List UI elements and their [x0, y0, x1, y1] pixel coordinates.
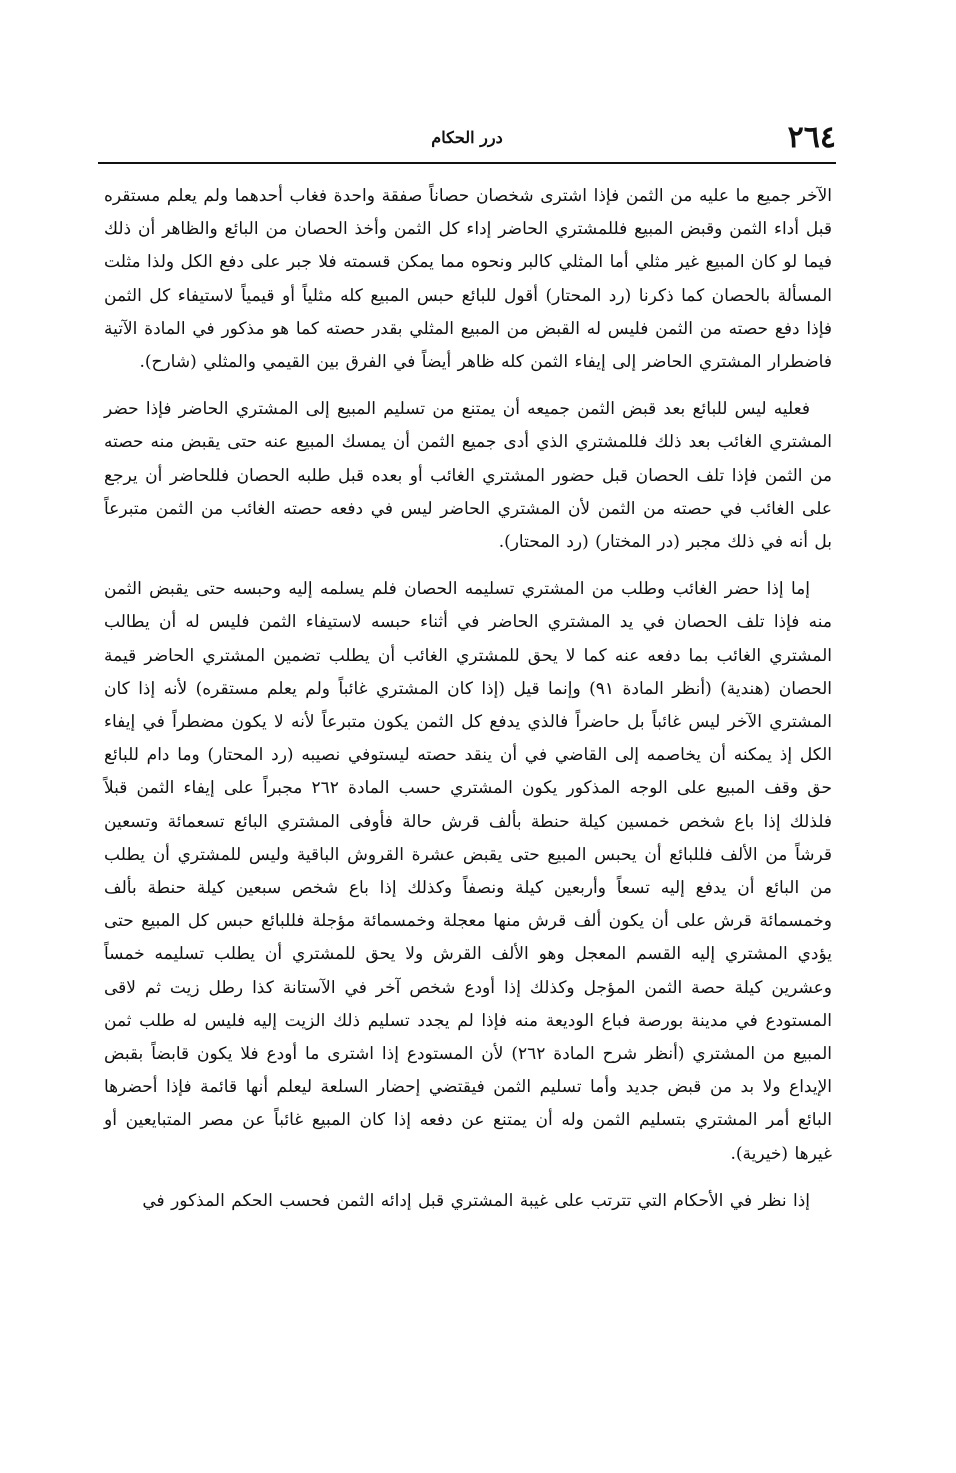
page-header: [98, 118, 836, 160]
running-title: درر الحكام: [431, 128, 503, 147]
paragraph-2: فعليه ليس للبائع بعد قبض الثمن جميعه أن يمتنع من تسليم المبيع إلى المشتري الحاضر فإذا حضر المشتري الغائب بعد ذلك فللمشتري الذي أدى جميع الثمن أن يمسك المبيع عنه حتى يقبض منه حصته من الثمن فإذا تلف الحصان قبل حضور المشتري الغائب أو بعده قبل طلبه الحصان فللحاضر أن يرجع على الغائب في حصته من الثمن لأن المشتري الحاضر ليس في دفعه حصته الغائب من الثمن متبرعاً بل أنه في ذلك مجبر (در المختار) (رد المحتار).: [104, 399, 832, 553]
page-body: [104, 180, 832, 1218]
paragraph-4: إذا نظر في الأحكام التي تترتب على غيبة المشتري قبل إدائه الثمن فحسب الحكم المذكور في: [142, 1190, 810, 1211]
paragraph-1: الآخر جميع ما عليه من الثمن فإذا اشترى شخصان حصاناً صفقة واحدة فغاب أحدهما ولم يعلم مستقره قبل أداء الثمن وقبض المبيع فللمشتري الحاضر إداء كل الثمن وأخذ الحصان من البائع والظاهر أن ذلك فيما لو كان المبيع غير مثلي أما المثلي كالبر ونحوه مما يمكن قسمته فلا جبر على دفع الكل ولذا مثلت المسألة بالحصان كما ذكرنا (رد المحتار) أقول للبائع حبس المبيع كله مثلياً أو قيمياً لاستيفاء كل الثمن فإذا دفع حصته من الثمن فليس له القبض من المبيع المثلي بقدر حصته كما هو مذكور في المادة الآتية فاضطرار المشتري الحاضر إلى إيفاء الثمن كله ظاهر أيضاً في الفرق بين القيمي والمثلي (شارح).: [104, 186, 832, 373]
paragraph-3: إما إذا حضر الغائب وطلب من المشتري تسليمه الحصان فلم يسلمه إليه وحبسه حتى يقبض الثمن منه فإذا تلف الحصان في يد المشتري الحاضر في أثناء حبسه لاستيفاء الثمن فليس له أن يطالب المشتري الغائب بما دفعه عنه كما لا يحق للمشتري الغائب أن يطلب تضمين المشتري الحاضر قيمة الحصان (هندية) (أنظر المادة ٩١) وإنما قيل (إذا كان المشتري غائباً ولم يعلم مستقره) لأنه إذا كان المشتري الآخر ليس غائباً بل حاضراً فالذي يدفع كل الثمن يكون متبرعاً لأنه لا يكون مضطراً في إيفاء الكل إذ يمكنه أن يخاصمه إلى القاضي في أن ينقد حصته ليستوفي نصيبه (رد المحتار) وما دام للبائع حق وقف المبيع على الوجه المذكور يكون المشتري حسب المادة ٢٦٢ مجبراً على إيفاء الثمن قبلاً فلذلك إذا باع شخص خمسين كيلة حنطة بألف قرش حالة فأوفى المشتري البائع تسعمائة وتسعين قرشاً من الألف فللبائع أن يحبس المبيع حتى يقبض عشرة القروش الباقية وليس للمشتري أن يطلب من البائع أن يدفع إليه تسعاً وأربعين كيلة ونصفاً وكذلك إذا باع شخص سبعين كيلة حنطة بألف وخمسمائة قرش على أن يكون ألف قرش منها معجلة وخمسمائة مؤجلة فللبائع حبس كل المبيع حتى يؤدي المشتري إليه القسم المعجل وهو الألف القرش ولا يحق للمشتري أن يطلب تسليمه خمساً وعشرين كيلة حصة الثمن المؤجل وكذلك إذا أودع شخص آخر في الآستانة كذا رطل زيت ثم لاقى المستودع في مدينة بورصة فباع الوديعة منه فإذا لم يجدد تسليم ذلك الزيت إليه فليس له طلب ثمن المبيع من المشتري (أنظر شرح المادة ٢٦٢) لأن المستودع إذا اشترى ما أودع فلا يكون قابضاً بقبض الإيداع ولا بد من قبض جديد وأما تسليم الثمن فيقتضي إحضار السلعة ليعلم أنها قائمة فإذا أحضرها البائع أمر المشتري بتسليم الثمن وله أن يمتنع عن دفعه إذا كان المبيع غائباً عن مصر المتبايعين أو غيرها (خيرية).: [104, 579, 833, 1164]
header-divider: [98, 162, 836, 164]
page-number: ٢٦٤: [787, 120, 836, 155]
